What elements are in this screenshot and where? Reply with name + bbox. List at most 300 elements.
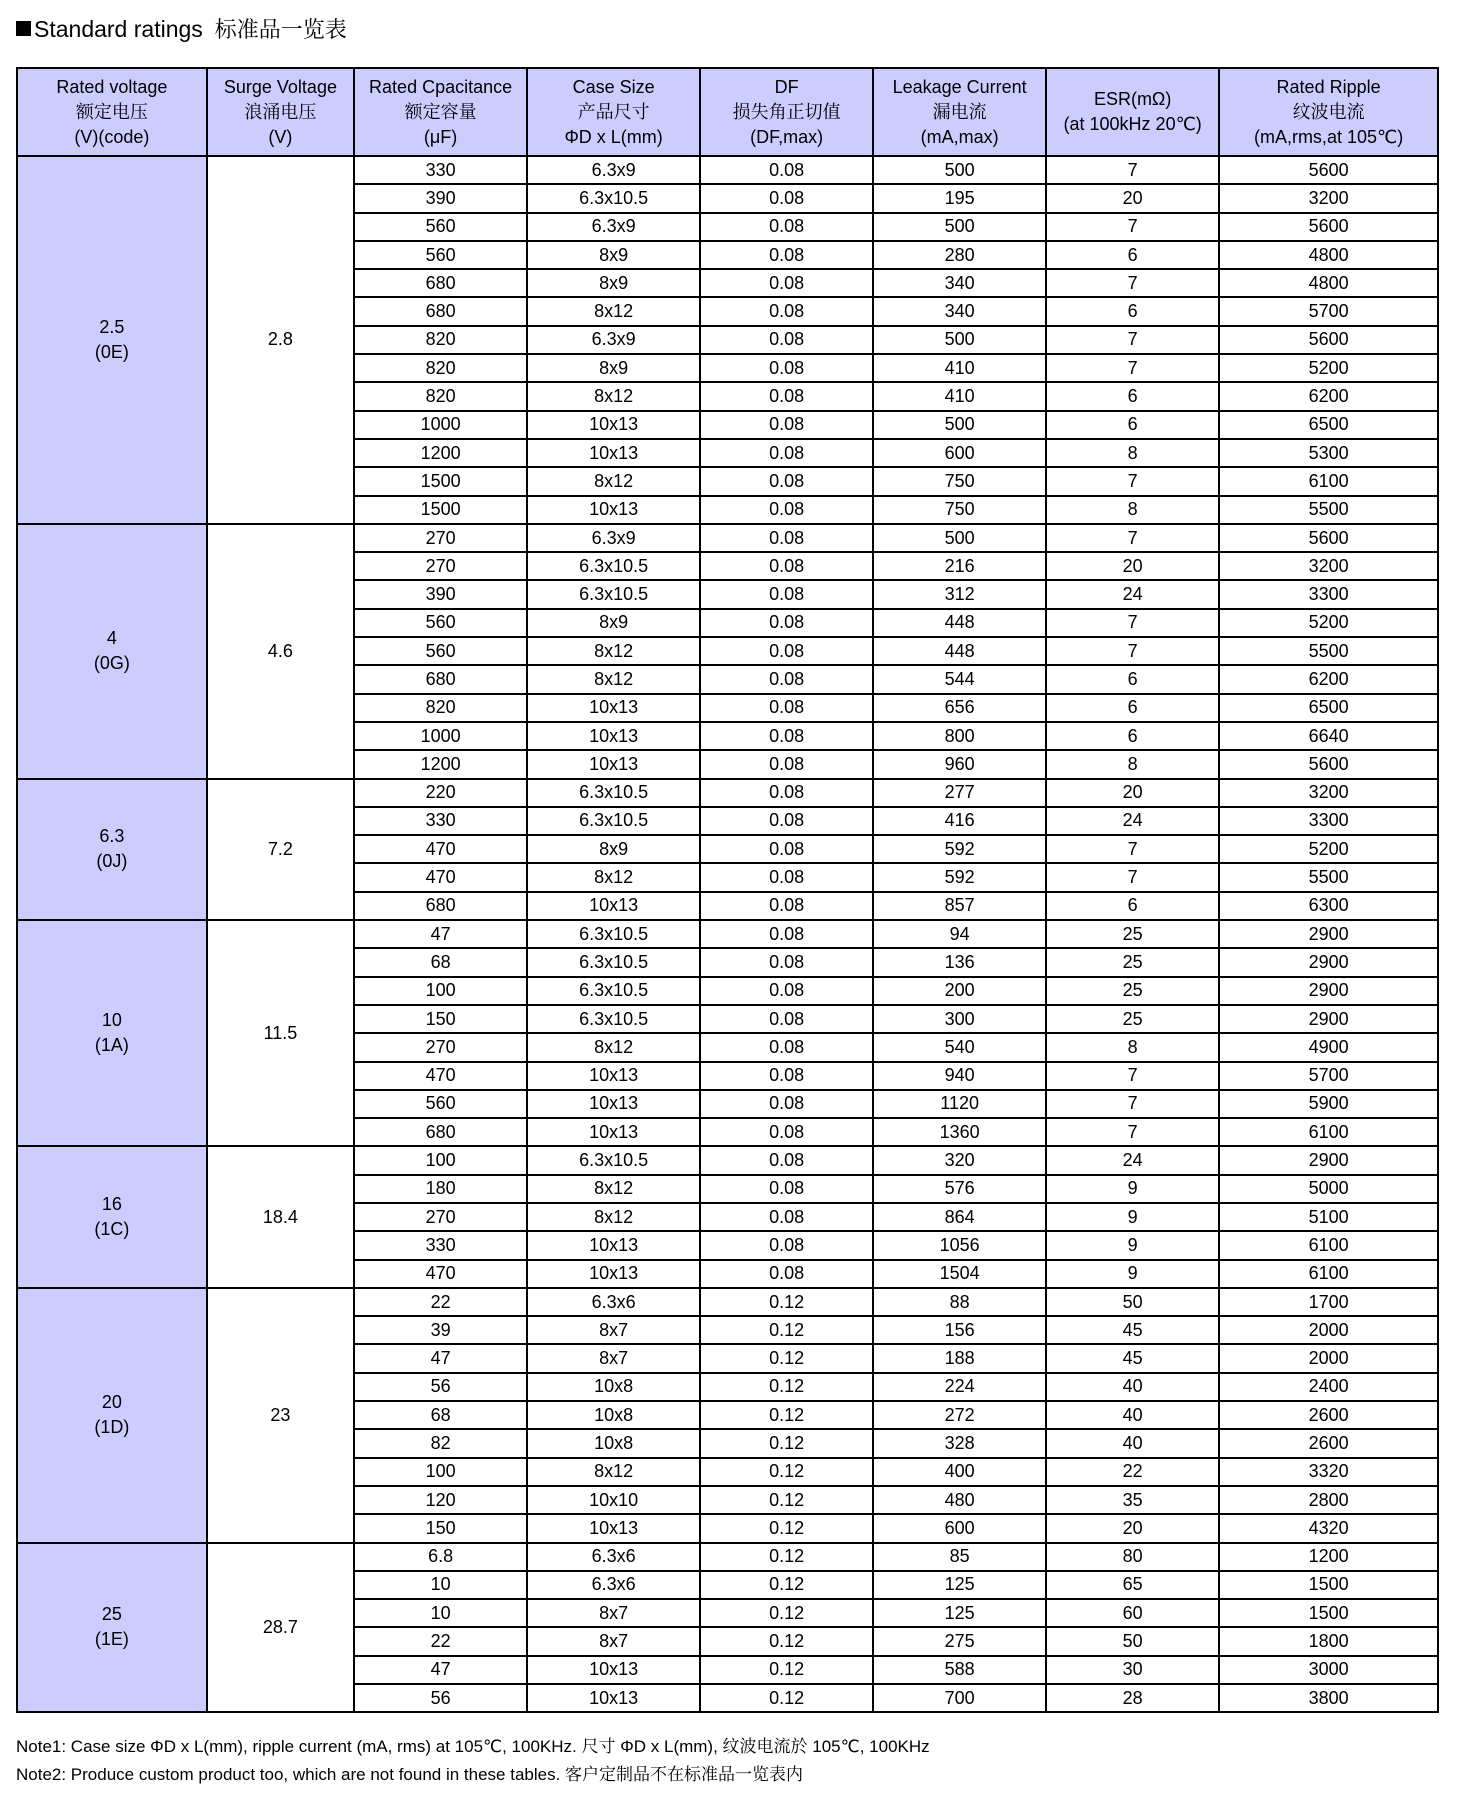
- rated-voltage-cell: 2.5 (0E): [17, 156, 207, 524]
- df-cell: 0.12: [700, 1373, 873, 1401]
- capacitance-cell: 56: [354, 1373, 527, 1401]
- table-row: [17, 1288, 1438, 1316]
- esr-cell: 7: [1046, 467, 1219, 495]
- capacitance-cell: 330: [354, 807, 527, 835]
- case-size-cell: 10x13: [527, 1656, 700, 1684]
- ripple-current-cell: 5100: [1219, 1203, 1438, 1231]
- esr-cell: 7: [1046, 156, 1219, 184]
- ripple-current-cell: 6100: [1219, 1118, 1438, 1146]
- leakage-current-cell: 1056: [873, 1231, 1046, 1259]
- df-cell: 0.08: [700, 580, 873, 608]
- df-cell: 0.08: [700, 835, 873, 863]
- ripple-current-cell: 2900: [1219, 1005, 1438, 1033]
- esr-cell: 45: [1046, 1344, 1219, 1372]
- ripple-current-cell: 5500: [1219, 496, 1438, 524]
- df-cell: 0.08: [700, 1175, 873, 1203]
- capacitance-cell: 10: [354, 1599, 527, 1627]
- ripple-current-cell: 2600: [1219, 1429, 1438, 1457]
- ripple-current-cell: 5200: [1219, 609, 1438, 637]
- leakage-current-cell: 656: [873, 694, 1046, 722]
- esr-cell: 24: [1046, 1146, 1219, 1174]
- esr-cell: 9: [1046, 1231, 1219, 1259]
- case-size-cell: 6.3x10.5: [527, 807, 700, 835]
- leakage-current-cell: 544: [873, 665, 1046, 693]
- leakage-current-cell: 500: [873, 213, 1046, 241]
- case-size-cell: 8x12: [527, 863, 700, 891]
- case-size-cell: 8x9: [527, 835, 700, 863]
- leakage-current-cell: 864: [873, 1203, 1046, 1231]
- ripple-current-cell: 2000: [1219, 1316, 1438, 1344]
- df-cell: 0.12: [700, 1486, 873, 1514]
- case-size-cell: 6.3x6: [527, 1543, 700, 1571]
- df-cell: 0.08: [700, 694, 873, 722]
- ripple-current-cell: 5600: [1219, 156, 1438, 184]
- capacitance-cell: 390: [354, 580, 527, 608]
- esr-cell: 45: [1046, 1316, 1219, 1344]
- esr-cell: 7: [1046, 1118, 1219, 1146]
- case-size-cell: 8x7: [527, 1599, 700, 1627]
- case-size-cell: 10x13: [527, 439, 700, 467]
- esr-cell: 25: [1046, 977, 1219, 1005]
- capacitance-cell: 6.8: [354, 1543, 527, 1571]
- df-cell: 0.08: [700, 863, 873, 891]
- surge-voltage-cell: 7.2: [207, 779, 354, 920]
- ripple-current-cell: 6300: [1219, 892, 1438, 920]
- capacitance-cell: 1500: [354, 496, 527, 524]
- surge-voltage-cell: 18.4: [207, 1146, 354, 1287]
- ripple-current-cell: 5700: [1219, 1062, 1438, 1090]
- capacitance-cell: 270: [354, 552, 527, 580]
- surge-voltage-cell: 23: [207, 1288, 354, 1543]
- esr-cell: 35: [1046, 1486, 1219, 1514]
- rated-voltage-cell: 4 (0G): [17, 524, 207, 779]
- capacitance-cell: 10: [354, 1571, 527, 1599]
- df-cell: 0.08: [700, 1203, 873, 1231]
- df-cell: 0.08: [700, 722, 873, 750]
- leakage-current-cell: 312: [873, 580, 1046, 608]
- ripple-current-cell: 4900: [1219, 1033, 1438, 1061]
- leakage-current-cell: 224: [873, 1373, 1046, 1401]
- note-1: Note1: Case size ΦD x L(mm), ripple current (mA, rms) at 105℃, 100KHz. 尺寸 ΦD x L(mm), 纹波电流於 105℃, 100KHz: [16, 1737, 930, 1756]
- capacitance-cell: 680: [354, 1118, 527, 1146]
- df-cell: 0.12: [700, 1288, 873, 1316]
- capacitance-cell: 270: [354, 1203, 527, 1231]
- df-cell: 0.08: [700, 156, 873, 184]
- leakage-current-cell: 1504: [873, 1260, 1046, 1288]
- leakage-current-cell: 500: [873, 156, 1046, 184]
- df-cell: 0.08: [700, 326, 873, 354]
- df-cell: 0.08: [700, 665, 873, 693]
- capacitance-cell: 820: [354, 354, 527, 382]
- case-size-cell: 10x13: [527, 1118, 700, 1146]
- standard-ratings-table: [16, 67, 1439, 1713]
- ripple-current-cell: 4800: [1219, 269, 1438, 297]
- ripple-current-cell: 5900: [1219, 1090, 1438, 1118]
- case-size-cell: 10x13: [527, 496, 700, 524]
- leakage-current-cell: 216: [873, 552, 1046, 580]
- ripple-current-cell: 5600: [1219, 213, 1438, 241]
- df-cell: 0.08: [700, 1005, 873, 1033]
- leakage-current-cell: 275: [873, 1627, 1046, 1655]
- esr-cell: 6: [1046, 694, 1219, 722]
- ripple-current-cell: 5500: [1219, 637, 1438, 665]
- case-size-cell: 10x13: [527, 694, 700, 722]
- esr-cell: 8: [1046, 439, 1219, 467]
- header-esr: ESR(mΩ) (at 100kHz 20℃): [1046, 68, 1219, 156]
- surge-voltage-cell: 2.8: [207, 156, 354, 524]
- df-cell: 0.08: [700, 637, 873, 665]
- esr-cell: 60: [1046, 1599, 1219, 1627]
- leakage-current-cell: 277: [873, 779, 1046, 807]
- capacitance-cell: 680: [354, 269, 527, 297]
- esr-cell: 65: [1046, 1571, 1219, 1599]
- case-size-cell: 6.3x10.5: [527, 948, 700, 976]
- capacitance-cell: 68: [354, 948, 527, 976]
- capacitance-cell: 680: [354, 892, 527, 920]
- leakage-current-cell: 85: [873, 1543, 1046, 1571]
- case-size-cell: 6.3x10.5: [527, 977, 700, 1005]
- capacitance-cell: 100: [354, 1146, 527, 1174]
- esr-cell: 8: [1046, 1033, 1219, 1061]
- case-size-cell: 6.3x6: [527, 1288, 700, 1316]
- leakage-current-cell: 125: [873, 1571, 1046, 1599]
- esr-cell: 6: [1046, 297, 1219, 325]
- ripple-current-cell: 5500: [1219, 863, 1438, 891]
- df-cell: 0.08: [700, 552, 873, 580]
- leakage-current-cell: 700: [873, 1684, 1046, 1712]
- case-size-cell: 10x13: [527, 1260, 700, 1288]
- ripple-current-cell: 5600: [1219, 750, 1438, 778]
- leakage-current-cell: 136: [873, 948, 1046, 976]
- df-cell: 0.12: [700, 1627, 873, 1655]
- capacitance-cell: 270: [354, 1033, 527, 1061]
- capacitance-cell: 1500: [354, 467, 527, 495]
- notes: [16, 1733, 930, 1789]
- esr-cell: 20: [1046, 184, 1219, 212]
- leakage-current-cell: 588: [873, 1656, 1046, 1684]
- leakage-current-cell: 500: [873, 326, 1046, 354]
- leakage-current-cell: 188: [873, 1344, 1046, 1372]
- surge-voltage-cell: 4.6: [207, 524, 354, 779]
- header-surge-voltage: Surge Voltage 浪涌电压 (V): [207, 68, 354, 156]
- df-cell: 0.08: [700, 213, 873, 241]
- case-size-cell: 8x12: [527, 467, 700, 495]
- case-size-cell: 10x13: [527, 750, 700, 778]
- esr-cell: 7: [1046, 213, 1219, 241]
- ripple-current-cell: 1500: [1219, 1599, 1438, 1627]
- capacitance-cell: 390: [354, 184, 527, 212]
- ripple-current-cell: 6100: [1219, 1260, 1438, 1288]
- header-rated-voltage: Rated voltage 额定电压 (V)(code): [17, 68, 207, 156]
- leakage-current-cell: 156: [873, 1316, 1046, 1344]
- capacitance-cell: 47: [354, 920, 527, 948]
- case-size-cell: 6.3x9: [527, 326, 700, 354]
- esr-cell: 50: [1046, 1627, 1219, 1655]
- df-cell: 0.12: [700, 1543, 873, 1571]
- esr-cell: 25: [1046, 920, 1219, 948]
- header-df: DF 损失角正切值 (DF,max): [700, 68, 873, 156]
- esr-cell: 20: [1046, 1514, 1219, 1542]
- df-cell: 0.08: [700, 241, 873, 269]
- case-size-cell: 8x9: [527, 241, 700, 269]
- table-row: [17, 1543, 1438, 1571]
- esr-cell: 7: [1046, 609, 1219, 637]
- df-cell: 0.12: [700, 1401, 873, 1429]
- capacitance-cell: 330: [354, 1231, 527, 1259]
- esr-cell: 8: [1046, 750, 1219, 778]
- df-cell: 0.12: [700, 1514, 873, 1542]
- case-size-cell: 8x9: [527, 609, 700, 637]
- table-row: [17, 156, 1438, 184]
- df-cell: 0.08: [700, 524, 873, 552]
- header-case-size: Case Size 产品尺寸 ΦD x L(mm): [527, 68, 700, 156]
- case-size-cell: 8x9: [527, 269, 700, 297]
- case-size-cell: 6.3x6: [527, 1571, 700, 1599]
- capacitance-cell: 150: [354, 1005, 527, 1033]
- leakage-current-cell: 480: [873, 1486, 1046, 1514]
- case-size-cell: 10x8: [527, 1429, 700, 1457]
- capacitance-cell: 68: [354, 1401, 527, 1429]
- df-cell: 0.08: [700, 269, 873, 297]
- case-size-cell: 6.3x10.5: [527, 184, 700, 212]
- df-cell: 0.08: [700, 297, 873, 325]
- esr-cell: 6: [1046, 241, 1219, 269]
- ripple-current-cell: 5000: [1219, 1175, 1438, 1203]
- ripple-current-cell: 6500: [1219, 694, 1438, 722]
- leakage-current-cell: 340: [873, 269, 1046, 297]
- df-cell: 0.08: [700, 184, 873, 212]
- case-size-cell: 8x12: [527, 1458, 700, 1486]
- case-size-cell: 8x12: [527, 637, 700, 665]
- esr-cell: 22: [1046, 1458, 1219, 1486]
- leakage-current-cell: 592: [873, 863, 1046, 891]
- case-size-cell: 6.3x10.5: [527, 779, 700, 807]
- df-cell: 0.08: [700, 467, 873, 495]
- capacitance-cell: 150: [354, 1514, 527, 1542]
- capacitance-cell: 100: [354, 1458, 527, 1486]
- capacitance-cell: 820: [354, 382, 527, 410]
- case-size-cell: 10x13: [527, 1231, 700, 1259]
- leakage-current-cell: 410: [873, 382, 1046, 410]
- case-size-cell: 6.3x9: [527, 156, 700, 184]
- case-size-cell: 10x13: [527, 1514, 700, 1542]
- leakage-current-cell: 750: [873, 467, 1046, 495]
- case-size-cell: 10x13: [527, 722, 700, 750]
- surge-voltage-cell: 11.5: [207, 920, 354, 1146]
- capacitance-cell: 120: [354, 1486, 527, 1514]
- case-size-cell: 10x10: [527, 1486, 700, 1514]
- df-cell: 0.08: [700, 1260, 873, 1288]
- df-cell: 0.08: [700, 948, 873, 976]
- ripple-current-cell: 3800: [1219, 1684, 1438, 1712]
- capacitance-cell: 220: [354, 779, 527, 807]
- esr-cell: 7: [1046, 637, 1219, 665]
- esr-cell: 80: [1046, 1543, 1219, 1571]
- ripple-current-cell: 5300: [1219, 439, 1438, 467]
- df-cell: 0.08: [700, 439, 873, 467]
- ripple-current-cell: 5600: [1219, 524, 1438, 552]
- case-size-cell: 10x13: [527, 892, 700, 920]
- ripple-current-cell: 3300: [1219, 580, 1438, 608]
- esr-cell: 6: [1046, 382, 1219, 410]
- leakage-current-cell: 416: [873, 807, 1046, 835]
- ripple-current-cell: 2000: [1219, 1344, 1438, 1372]
- leakage-current-cell: 800: [873, 722, 1046, 750]
- esr-cell: 7: [1046, 354, 1219, 382]
- capacitance-cell: 22: [354, 1288, 527, 1316]
- df-cell: 0.08: [700, 1118, 873, 1146]
- case-size-cell: 8x9: [527, 354, 700, 382]
- capacitance-cell: 47: [354, 1656, 527, 1684]
- ripple-current-cell: 3300: [1219, 807, 1438, 835]
- case-size-cell: 8x12: [527, 1203, 700, 1231]
- capacitance-cell: 820: [354, 326, 527, 354]
- esr-cell: 40: [1046, 1373, 1219, 1401]
- case-size-cell: 10x13: [527, 1090, 700, 1118]
- header-rated-ripple: Rated Ripple 纹波电流 (mA,rms,at 105℃): [1219, 68, 1438, 156]
- esr-cell: 40: [1046, 1429, 1219, 1457]
- rated-voltage-cell: 6.3 (0J): [17, 779, 207, 920]
- ripple-current-cell: 2600: [1219, 1401, 1438, 1429]
- df-cell: 0.08: [700, 354, 873, 382]
- esr-cell: 28: [1046, 1684, 1219, 1712]
- esr-cell: 6: [1046, 665, 1219, 693]
- df-cell: 0.08: [700, 1062, 873, 1090]
- table-row: [17, 779, 1438, 807]
- ripple-current-cell: 5600: [1219, 326, 1438, 354]
- esr-cell: 7: [1046, 863, 1219, 891]
- df-cell: 0.08: [700, 496, 873, 524]
- capacitance-cell: 470: [354, 863, 527, 891]
- rated-voltage-cell: 16 (1C): [17, 1146, 207, 1287]
- case-size-cell: 10x13: [527, 1684, 700, 1712]
- note-2: Note2: Produce custom product too, which are not found in these tables. 客户定制品不在标准品一览表内: [16, 1765, 804, 1784]
- ripple-current-cell: 2900: [1219, 977, 1438, 1005]
- leakage-current-cell: 500: [873, 524, 1046, 552]
- case-size-cell: 8x7: [527, 1344, 700, 1372]
- esr-cell: 7: [1046, 524, 1219, 552]
- esr-cell: 7: [1046, 326, 1219, 354]
- leakage-current-cell: 960: [873, 750, 1046, 778]
- df-cell: 0.08: [700, 1033, 873, 1061]
- capacitance-cell: 560: [354, 241, 527, 269]
- leakage-current-cell: 125: [873, 1599, 1046, 1627]
- capacitance-cell: 270: [354, 524, 527, 552]
- df-cell: 0.12: [700, 1344, 873, 1372]
- ripple-current-cell: 3200: [1219, 184, 1438, 212]
- rated-voltage-cell: 25 (1E): [17, 1543, 207, 1713]
- leakage-current-cell: 592: [873, 835, 1046, 863]
- ripple-current-cell: 4320: [1219, 1514, 1438, 1542]
- esr-cell: 6: [1046, 411, 1219, 439]
- esr-cell: 30: [1046, 1656, 1219, 1684]
- esr-cell: 20: [1046, 779, 1219, 807]
- leakage-current-cell: 272: [873, 1401, 1046, 1429]
- case-size-cell: 6.3x10.5: [527, 580, 700, 608]
- ripple-current-cell: 5200: [1219, 835, 1438, 863]
- df-cell: 0.12: [700, 1656, 873, 1684]
- table-body: [17, 156, 1438, 1712]
- capacitance-cell: 560: [354, 1090, 527, 1118]
- ripple-current-cell: 1500: [1219, 1571, 1438, 1599]
- esr-cell: 24: [1046, 580, 1219, 608]
- case-size-cell: 6.3x10.5: [527, 920, 700, 948]
- leakage-current-cell: 448: [873, 637, 1046, 665]
- df-cell: 0.08: [700, 1090, 873, 1118]
- capacitance-cell: 560: [354, 213, 527, 241]
- esr-cell: 7: [1046, 1090, 1219, 1118]
- leakage-current-cell: 200: [873, 977, 1046, 1005]
- df-cell: 0.08: [700, 411, 873, 439]
- capacitance-cell: 56: [354, 1684, 527, 1712]
- ripple-current-cell: 3000: [1219, 1656, 1438, 1684]
- leakage-current-cell: 410: [873, 354, 1046, 382]
- ripple-current-cell: 6200: [1219, 382, 1438, 410]
- ripple-current-cell: 1200: [1219, 1543, 1438, 1571]
- capacitance-cell: 470: [354, 835, 527, 863]
- esr-cell: 7: [1046, 835, 1219, 863]
- square-bullet-icon: [16, 21, 31, 36]
- esr-cell: 7: [1046, 1062, 1219, 1090]
- ripple-current-cell: 3200: [1219, 779, 1438, 807]
- ripple-current-cell: 6200: [1219, 665, 1438, 693]
- ripple-current-cell: 5200: [1219, 354, 1438, 382]
- case-size-cell: 10x8: [527, 1401, 700, 1429]
- ripple-current-cell: 6500: [1219, 411, 1438, 439]
- title-en: Standard ratings: [34, 16, 203, 42]
- capacitance-cell: 820: [354, 694, 527, 722]
- case-size-cell: 8x7: [527, 1316, 700, 1344]
- df-cell: 0.12: [700, 1316, 873, 1344]
- leakage-current-cell: 340: [873, 297, 1046, 325]
- rated-voltage-cell: 20 (1D): [17, 1288, 207, 1543]
- leakage-current-cell: 400: [873, 1458, 1046, 1486]
- case-size-cell: 8x7: [527, 1627, 700, 1655]
- ripple-current-cell: 3320: [1219, 1458, 1438, 1486]
- leakage-current-cell: 750: [873, 496, 1046, 524]
- ripple-current-cell: 2900: [1219, 948, 1438, 976]
- esr-cell: 8: [1046, 496, 1219, 524]
- ripple-current-cell: 2900: [1219, 1146, 1438, 1174]
- capacitance-cell: 1000: [354, 722, 527, 750]
- capacitance-cell: 47: [354, 1344, 527, 1372]
- leakage-current-cell: 320: [873, 1146, 1046, 1174]
- case-size-cell: 6.3x9: [527, 213, 700, 241]
- leakage-current-cell: 576: [873, 1175, 1046, 1203]
- header-leakage-current: Leakage Current 漏电流 (mA,max): [873, 68, 1046, 156]
- ripple-current-cell: 2800: [1219, 1486, 1438, 1514]
- capacitance-cell: 560: [354, 609, 527, 637]
- case-size-cell: 6.3x10.5: [527, 552, 700, 580]
- ripple-current-cell: 1800: [1219, 1627, 1438, 1655]
- leakage-current-cell: 600: [873, 1514, 1046, 1542]
- ripple-current-cell: 3200: [1219, 552, 1438, 580]
- capacitance-cell: 1200: [354, 439, 527, 467]
- df-cell: 0.08: [700, 1146, 873, 1174]
- capacitance-cell: 470: [354, 1260, 527, 1288]
- esr-cell: 6: [1046, 892, 1219, 920]
- capacitance-cell: 680: [354, 665, 527, 693]
- case-size-cell: 6.3x10.5: [527, 1146, 700, 1174]
- table-row: [17, 524, 1438, 552]
- esr-cell: 25: [1046, 1005, 1219, 1033]
- leakage-current-cell: 300: [873, 1005, 1046, 1033]
- case-size-cell: 10x13: [527, 411, 700, 439]
- esr-cell: 40: [1046, 1401, 1219, 1429]
- df-cell: 0.12: [700, 1571, 873, 1599]
- esr-cell: 25: [1046, 948, 1219, 976]
- rated-voltage-cell: 10 (1A): [17, 920, 207, 1146]
